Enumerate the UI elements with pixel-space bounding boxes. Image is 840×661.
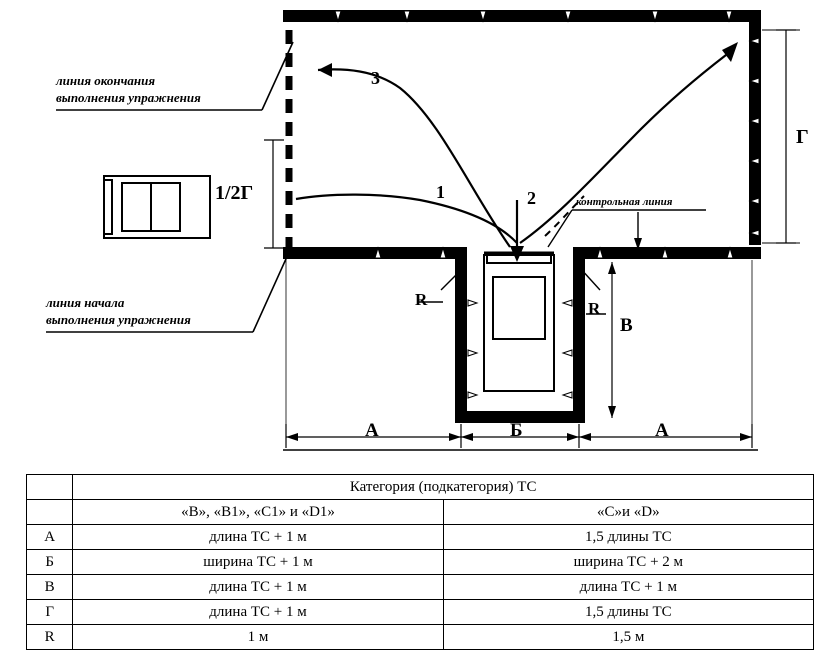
boundary-right — [749, 10, 761, 245]
table-row-key: Б — [27, 550, 73, 575]
trajectory-label-1: 1 — [436, 182, 445, 202]
table-cell-col1: длина ТС + 1 м — [73, 575, 443, 600]
control-line-annotation: контрольная линия — [576, 196, 673, 208]
dim-label-r-right: R — [588, 299, 601, 318]
table-cell-col2: 1,5 длины ТС — [443, 525, 813, 550]
table-cell-col1: 1 м — [73, 625, 443, 650]
trajectory-1 — [296, 195, 517, 243]
finish-line-annotation-l2: выполнения упражнения — [56, 90, 201, 105]
dim-label-b: Б — [510, 420, 523, 441]
table-row-key: R — [27, 625, 73, 650]
dim-label-half-g: 1/2Г — [215, 182, 254, 204]
dim-label-a-left: А — [365, 420, 379, 441]
trajectory-3-arrowhead — [318, 63, 332, 77]
parked-vehicle-cabin — [493, 277, 545, 339]
dim-label-v: В — [620, 315, 633, 336]
table-row — [27, 625, 814, 650]
trajectory-label-2: 2 — [527, 188, 536, 208]
finish-line-annotation-l1: линия окончания — [56, 73, 156, 88]
table-row-key: Г — [27, 600, 73, 625]
table-cell-col2: длина ТС + 1 м — [443, 575, 813, 600]
table-corner-cell — [27, 475, 73, 500]
cone-markers — [335, 11, 759, 398]
table-cell-col1: ширина ТС + 1 м — [73, 550, 443, 575]
trajectory-2-arrowhead — [722, 42, 738, 62]
start-line-annotation — [46, 294, 191, 328]
table-cell-col2: ширина ТС + 2 м — [443, 550, 813, 575]
table-row-header-top — [27, 475, 814, 500]
table-row — [27, 550, 814, 575]
table-header-top: Категория (подкатегория) ТС — [73, 475, 814, 500]
table-row-header-cols — [27, 500, 814, 525]
start-line-annotation-l2: выполнения упражнения — [46, 312, 191, 327]
table-corner-cell-2 — [27, 500, 73, 525]
table-row — [27, 575, 814, 600]
table-header-col2: «С»и «D» — [443, 500, 813, 525]
table-header-col1: «В», «В1», «С1» и «D1» — [73, 500, 443, 525]
trajectory-2 — [520, 55, 726, 243]
start-vehicle — [104, 176, 210, 238]
start-annotation-leader — [253, 250, 290, 332]
trajectory-label-3: 3 — [371, 68, 380, 88]
parked-vehicle-outline — [484, 255, 554, 391]
finish-line-annotation — [56, 72, 201, 106]
control-annotation-leader — [548, 210, 572, 247]
boundary-lower-left — [283, 247, 466, 259]
table-row — [27, 525, 814, 550]
category-table-wrap — [26, 474, 814, 650]
table-cell-col2: 1,5 длины ТС — [443, 600, 813, 625]
table-row-key: А — [27, 525, 73, 550]
dim-label-a-right: А — [655, 420, 669, 441]
dim-label-r-left: R — [415, 290, 428, 309]
table-row-key: В — [27, 575, 73, 600]
table-row — [27, 600, 814, 625]
start-line-annotation-l1: линия начала — [46, 295, 125, 310]
table-cell-col2: 1,5 м — [443, 625, 813, 650]
table-cell-col1: длина ТС + 1 м — [73, 525, 443, 550]
table-cell-col1: длина ТС + 1 м — [73, 600, 443, 625]
category-table — [26, 474, 814, 650]
trajectory-3 — [318, 69, 510, 247]
dim-label-g: Г — [796, 126, 809, 148]
boundary-pocket-right — [573, 247, 585, 423]
boundary-top — [283, 10, 761, 22]
